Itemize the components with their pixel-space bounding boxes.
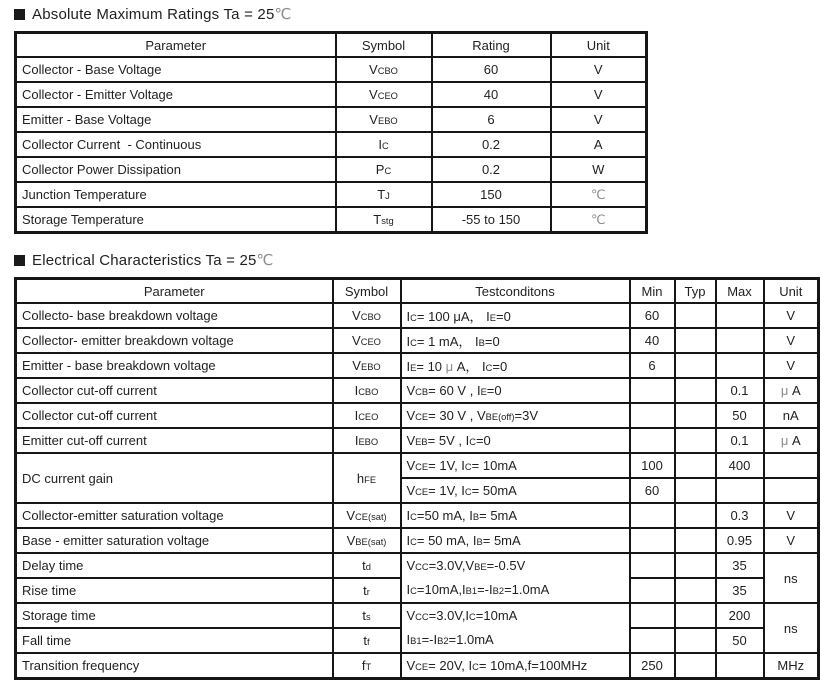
- column-header-rating: Rating: [432, 33, 551, 58]
- parameter-cell: Collector-emitter saturation voltage: [16, 503, 333, 528]
- max-cell: 50: [716, 628, 764, 653]
- section-title-text: Absolute Maximum Ratings Ta = 25℃: [32, 6, 292, 23]
- testconditions-cell: IC= 50 mA, IB= 5mA: [401, 528, 630, 553]
- parameter-cell: Collector- emitter breakdown voltage: [16, 328, 333, 353]
- header-row: [16, 33, 647, 58]
- parameter-cell: Collector Power Dissipation: [16, 157, 336, 182]
- parameter-cell: Base - emitter saturation voltage: [16, 528, 333, 553]
- parameter-cell: Collector cut-off current: [16, 378, 333, 403]
- min-cell: [630, 553, 675, 578]
- column-header-testconditions: Testconditons: [401, 279, 630, 304]
- unit-cell: V: [764, 353, 819, 378]
- max-cell: [716, 653, 764, 679]
- table-row: [16, 207, 647, 233]
- column-header-max: Max: [716, 279, 764, 304]
- typ-cell: [675, 528, 716, 553]
- max-cell: 400: [716, 453, 764, 478]
- parameter-cell: Transition frequency: [16, 653, 333, 679]
- symbol-cell: tr: [333, 578, 401, 603]
- parameter-cell: Emitter - Base Voltage: [16, 107, 336, 132]
- min-cell: 60: [630, 303, 675, 328]
- testconditions-cell: VCE= 20V, IC= 10mA,f=100MHz: [401, 653, 630, 679]
- typ-cell: [675, 478, 716, 503]
- parameter-cell: Fall time: [16, 628, 333, 653]
- max-cell: 35: [716, 578, 764, 603]
- testconditions-cell: VCE= 1V, IC= 50mA: [401, 478, 630, 503]
- symbol-cell: VCEO: [336, 82, 432, 107]
- table-row: [16, 157, 647, 182]
- parameter-cell: Emitter - base breakdown voltage: [16, 353, 333, 378]
- unit-cell: ℃: [551, 207, 647, 233]
- symbol-cell: hFE: [333, 453, 401, 503]
- parameter-cell: DC current gain: [16, 453, 333, 503]
- symbol-cell: VEBO: [333, 353, 401, 378]
- parameter-cell: Collector cut-off current: [16, 403, 333, 428]
- symbol-cell: VCE(sat): [333, 503, 401, 528]
- unit-cell: V: [764, 503, 819, 528]
- symbol-cell: fT: [333, 653, 401, 679]
- unit-cell: ns: [764, 603, 819, 653]
- max-cell: 0.3: [716, 503, 764, 528]
- symbol-cell: VCBO: [336, 57, 432, 82]
- testconditions-cell: IE= 10 μ A， IC=0: [401, 353, 630, 378]
- symbol-cell: IEBO: [333, 428, 401, 453]
- column-header-unit: Unit: [551, 33, 647, 58]
- parameter-cell: Storage time: [16, 603, 333, 628]
- symbol-cell: ICBO: [333, 378, 401, 403]
- max-cell: 0.95: [716, 528, 764, 553]
- unit-cell: A: [551, 132, 647, 157]
- section-title-text: Electrical Characteristics Ta = 25℃: [32, 252, 274, 269]
- symbol-cell: VBE(sat): [333, 528, 401, 553]
- table-row: [16, 82, 647, 107]
- unit-cell: μ A: [764, 378, 819, 403]
- table-row: [16, 528, 819, 553]
- section-electrical-characteristics: [14, 251, 821, 680]
- testconditions-cell: IC= 100 μA， IE=0: [401, 303, 630, 328]
- min-cell: 6: [630, 353, 675, 378]
- testconditions-cell: VCC=3.0V,IC=10mA IB1=-IB2=1.0mA: [401, 603, 630, 653]
- min-cell: [630, 578, 675, 603]
- max-cell: [716, 353, 764, 378]
- parameter-cell: Collector - Emitter Voltage: [16, 82, 336, 107]
- parameter-cell: Storage Temperature: [16, 207, 336, 233]
- unit-cell: V: [551, 82, 647, 107]
- rating-cell: 6: [432, 107, 551, 132]
- min-cell: [630, 603, 675, 628]
- column-header-parameter: Parameter: [16, 279, 333, 304]
- table-row: [16, 107, 647, 132]
- black-square-icon: [14, 9, 25, 20]
- table-row: [16, 553, 819, 578]
- testconditions-cell: VCE= 1V, IC= 10mA: [401, 453, 630, 478]
- min-cell: [630, 403, 675, 428]
- testconditions-cell: IC= 1 mA， IB=0: [401, 328, 630, 353]
- min-cell: 60: [630, 478, 675, 503]
- table-row: [16, 428, 819, 453]
- unit-cell: [764, 453, 819, 478]
- testconditions-cell: VCC=3.0V,VBE=-0.5V IC=10mA,IB1=-IB2=1.0mA: [401, 553, 630, 603]
- typ-cell: [675, 453, 716, 478]
- symbol-cell: Tstg: [336, 207, 432, 233]
- typ-cell: [675, 378, 716, 403]
- parameter-cell: Emitter cut-off current: [16, 428, 333, 453]
- symbol-cell: TJ: [336, 182, 432, 207]
- min-cell: [630, 428, 675, 453]
- column-header-symbol: Symbol: [333, 279, 401, 304]
- table-row: [16, 353, 819, 378]
- column-header-unit: Unit: [764, 279, 819, 304]
- column-header-min: Min: [630, 279, 675, 304]
- parameter-cell: Junction Temperature: [16, 182, 336, 207]
- parameter-cell: Rise time: [16, 578, 333, 603]
- table-row: [16, 653, 819, 679]
- unit-cell: ℃: [551, 182, 647, 207]
- rating-cell: -55 to 150: [432, 207, 551, 233]
- typ-cell: [675, 603, 716, 628]
- unit-cell: nA: [764, 403, 819, 428]
- unit-cell: μ A: [764, 428, 819, 453]
- min-cell: [630, 528, 675, 553]
- unit-cell: V: [551, 107, 647, 132]
- symbol-cell: tf: [333, 628, 401, 653]
- typ-cell: [675, 428, 716, 453]
- unit-cell: MHz: [764, 653, 819, 679]
- column-header-symbol: Symbol: [336, 33, 432, 58]
- testconditions-cell: VCE= 30 V , VBE(off)=3V: [401, 403, 630, 428]
- parameter-cell: Collector Current - Continuous: [16, 132, 336, 157]
- typ-cell: [675, 353, 716, 378]
- absolute-maximum-ratings-table: [14, 31, 648, 234]
- table-row: [16, 403, 819, 428]
- table-row: [16, 132, 647, 157]
- symbol-cell: IC: [336, 132, 432, 157]
- testconditions-cell: IC=50 mA, IB= 5mA: [401, 503, 630, 528]
- header-row: [16, 279, 819, 304]
- section-title: [14, 251, 821, 269]
- rating-cell: 40: [432, 82, 551, 107]
- table-row: [16, 57, 647, 82]
- table-row: [16, 378, 819, 403]
- symbol-cell: td: [333, 553, 401, 578]
- max-cell: 0.1: [716, 378, 764, 403]
- unit-cell: [764, 478, 819, 503]
- column-header-parameter: Parameter: [16, 33, 336, 58]
- table-row: [16, 453, 819, 478]
- typ-cell: [675, 653, 716, 679]
- max-cell: [716, 303, 764, 328]
- symbol-cell: ts: [333, 603, 401, 628]
- max-cell: [716, 478, 764, 503]
- max-cell: [716, 328, 764, 353]
- column-header-typ: Typ: [675, 279, 716, 304]
- symbol-cell: VCBO: [333, 303, 401, 328]
- table-row: [16, 603, 819, 628]
- unit-cell: V: [764, 328, 819, 353]
- section-title: [14, 5, 821, 23]
- parameter-cell: Collector - Base Voltage: [16, 57, 336, 82]
- black-square-icon: [14, 255, 25, 266]
- min-cell: [630, 378, 675, 403]
- table-row: [16, 303, 819, 328]
- section-absolute-maximum-ratings: [14, 5, 821, 234]
- max-cell: 0.1: [716, 428, 764, 453]
- electrical-characteristics-table: [14, 277, 820, 680]
- typ-cell: [675, 403, 716, 428]
- parameter-cell: Collecto- base breakdown voltage: [16, 303, 333, 328]
- symbol-cell: ICEO: [333, 403, 401, 428]
- symbol-cell: VEBO: [336, 107, 432, 132]
- table-row: [16, 503, 819, 528]
- unit-cell: W: [551, 157, 647, 182]
- testconditions-cell: VCB= 60 V , IE=0: [401, 378, 630, 403]
- typ-cell: [675, 553, 716, 578]
- unit-cell: ns: [764, 553, 819, 603]
- typ-cell: [675, 628, 716, 653]
- rating-cell: 0.2: [432, 132, 551, 157]
- symbol-cell: VCEO: [333, 328, 401, 353]
- symbol-cell: PC: [336, 157, 432, 182]
- rating-cell: 0.2: [432, 157, 551, 182]
- unit-cell: V: [551, 57, 647, 82]
- typ-cell: [675, 503, 716, 528]
- testconditions-cell: VEB= 5V , IC=0: [401, 428, 630, 453]
- typ-cell: [675, 328, 716, 353]
- min-cell: 100: [630, 453, 675, 478]
- typ-cell: [675, 578, 716, 603]
- min-cell: 250: [630, 653, 675, 679]
- table-row: [16, 182, 647, 207]
- unit-cell: V: [764, 303, 819, 328]
- min-cell: 40: [630, 328, 675, 353]
- unit-cell: V: [764, 528, 819, 553]
- rating-cell: 60: [432, 57, 551, 82]
- max-cell: 200: [716, 603, 764, 628]
- typ-cell: [675, 303, 716, 328]
- parameter-cell: Delay time: [16, 553, 333, 578]
- min-cell: [630, 503, 675, 528]
- table-row: [16, 328, 819, 353]
- min-cell: [630, 628, 675, 653]
- max-cell: 35: [716, 553, 764, 578]
- max-cell: 50: [716, 403, 764, 428]
- rating-cell: 150: [432, 182, 551, 207]
